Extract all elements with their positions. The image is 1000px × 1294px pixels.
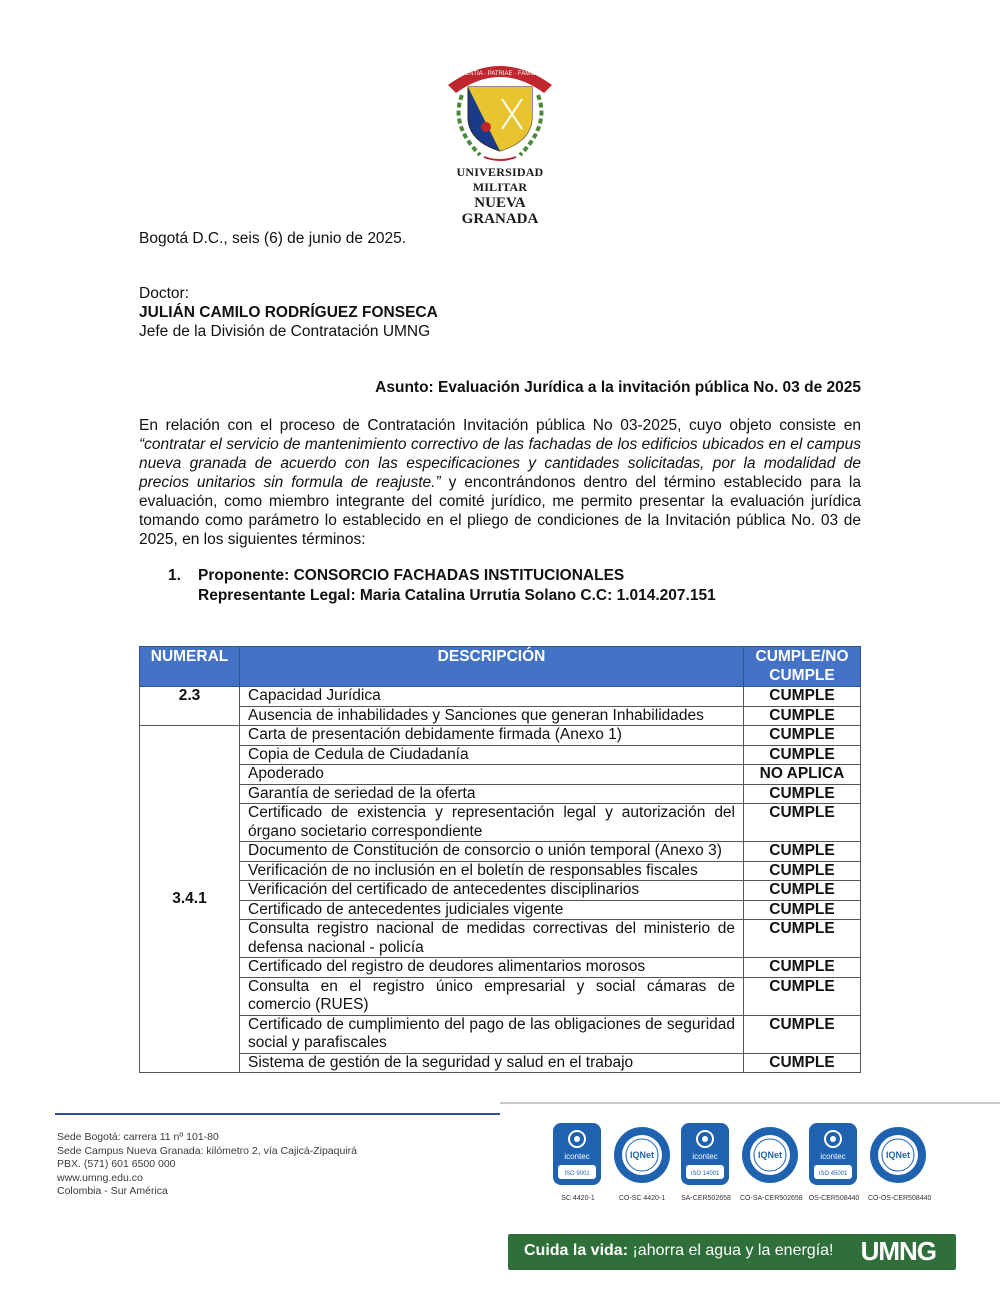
cert-code: OS-CER508440 — [808, 1195, 860, 1202]
table-row — [140, 726, 861, 746]
body-part2: y encontrándonos dentro del término establecido para la evaluación, como miembro integrante del comité jurídico, me permito presentar la evaluación jurídica tomando como parámetro lo establecido en el pliego de condiciones de la Invitación pública No. 03 de 2025, en los siguientes términos: — [139, 474, 861, 548]
table-row — [140, 861, 861, 881]
description-cell: Ausencia de inhabilidades y Sanciones que generan Inhabilidades — [240, 706, 744, 726]
legal-representative: Representante Legal: Maria Catalina Urrutia Solano C.C: 1.014.207.151 — [198, 587, 716, 604]
table-row — [140, 765, 861, 785]
banner-message — [524, 1242, 834, 1260]
footer-address-line: Sede Bogotá: carrera 11 nº 101-80 — [57, 1131, 219, 1143]
logo-text-line2: NUEVA GRANADA — [461, 195, 539, 227]
certification-logos — [548, 1121, 948, 1211]
result-cell: CUMPLE — [744, 977, 861, 1015]
description-cell: Verificación del certificado de antecedentes disciplinarios — [240, 881, 744, 901]
footer-address — [57, 1131, 357, 1199]
table-row — [140, 842, 861, 862]
cert-code: CO-SA-CER502658 — [740, 1195, 803, 1202]
table-row — [140, 958, 861, 978]
result-cell: CUMPLE — [744, 706, 861, 726]
result-cell: CUMPLE — [744, 881, 861, 901]
result-cell: CUMPLE — [744, 958, 861, 978]
description-cell: Documento de Constitución de consorcio o unión temporal (Anexo 3) — [240, 842, 744, 862]
proponent-block — [168, 566, 716, 606]
description-cell: Carta de presentación debidamente firmada (Anexo 1) — [240, 726, 744, 746]
footer-website: www.umng.edu.co — [57, 1171, 143, 1184]
result-cell: CUMPLE — [744, 745, 861, 765]
recipient-position: Jefe de la División de Contratación UMNG — [139, 323, 431, 340]
banner-message-bold: Cuida la vida: — [524, 1242, 629, 1259]
iqnet-certification-badge — [740, 1121, 803, 1202]
logo-text-line1: UNIVERSIDAD MILITAR — [456, 165, 544, 194]
result-cell: CUMPLE — [744, 861, 861, 881]
umng-logo: UMNG — [860, 1236, 936, 1266]
table-body — [140, 687, 861, 1073]
university-logo — [440, 55, 560, 227]
cert-brand: icontec — [692, 1152, 718, 1161]
icontec-icon — [548, 1121, 608, 1187]
cert-standard: ISO 45001 — [818, 1171, 848, 1177]
footer-divider-right — [500, 1102, 1000, 1104]
description-cell: Certificado de cumplimiento del pago de las obligaciones de seguridad social y parafiscales — [240, 1015, 744, 1053]
table-row — [140, 881, 861, 901]
university-crest-icon — [440, 55, 560, 163]
table-row — [140, 920, 861, 958]
recipient-name: JULIÁN CAMILO RODRÍGUEZ FONSECA — [139, 304, 438, 321]
evaluation-table — [139, 646, 861, 1073]
result-cell: CUMPLE — [744, 1015, 861, 1053]
iqnet-certification-badge — [868, 1121, 932, 1202]
result-cell: CUMPLE — [744, 687, 861, 707]
table-row — [140, 977, 861, 1015]
description-cell: Copia de Cedula de Ciudadanía — [240, 745, 744, 765]
cert-standard: ISO 9001 — [564, 1171, 590, 1177]
iqnet-icon — [612, 1121, 672, 1187]
result-cell: CUMPLE — [744, 1053, 861, 1073]
svg-text:SCIENTIA · PATRIAE · FAMILIAE: SCIENTIA · PATRIAE · FAMILIAE — [455, 71, 545, 77]
icontec-icon — [676, 1121, 736, 1187]
table-row — [140, 784, 861, 804]
table-row — [140, 745, 861, 765]
proponent-name: Proponente: CONSORCIO FACHADAS INSTITUCIONALES — [198, 567, 625, 584]
recipient-block — [139, 284, 438, 341]
description-cell: Sistema de gestión de la seguridad y salud en el trabajo — [240, 1053, 744, 1073]
header-description: DESCRIPCIÓN — [240, 647, 744, 687]
table-row — [140, 1053, 861, 1073]
cert-brand: IQNet — [885, 1150, 911, 1160]
body-paragraph — [139, 416, 861, 549]
result-cell: NO APLICA — [744, 765, 861, 785]
iqnet-icon — [740, 1121, 800, 1187]
cert-brand: icontec — [820, 1152, 846, 1161]
cert-code: SC 4420-1 — [561, 1195, 595, 1202]
table-row — [140, 1015, 861, 1053]
cert-brand: IQNet — [629, 1150, 655, 1160]
result-cell: CUMPLE — [744, 842, 861, 862]
footer-address-line: Colombia - Sur América — [57, 1185, 168, 1197]
body-quote: “contratar el servicio de mantenimiento correctivo de las fachadas de los edificios ubicados en el campus nueva granada de acuerdo con las especificaciones y cantidades solicitadas, por la modalidad de precios unitarios sin formula de reajuste.” — [139, 436, 861, 491]
banner-message-rest: ¡ahorra el agua y la energía! — [628, 1242, 834, 1259]
cert-code: SA-CER502658 — [681, 1195, 731, 1202]
icontec-certification-badge — [804, 1121, 864, 1202]
cert-code: CO-OS-CER508440 — [868, 1195, 932, 1202]
letter-subject: Asunto: Evaluación Jurídica a la invitación pública No. 03 de 2025 — [375, 379, 861, 396]
icontec-certification-badge — [548, 1121, 608, 1202]
table-header-row — [140, 647, 861, 687]
cert-code: CO-SC 4420-1 — [618, 1195, 666, 1202]
iqnet-icon — [868, 1121, 928, 1187]
footer-divider — [55, 1113, 500, 1115]
result-cell: CUMPLE — [744, 804, 861, 842]
icontec-certification-badge — [676, 1121, 736, 1202]
table-row — [140, 687, 861, 707]
description-cell: Consulta en el registro único empresarial y social cámaras de comercio (RUES) — [240, 977, 744, 1015]
environment-banner — [508, 1234, 956, 1270]
description-cell: Capacidad Jurídica — [240, 687, 744, 707]
header-result: CUMPLE/NO CUMPLE — [744, 647, 861, 687]
table-row — [140, 804, 861, 842]
result-cell: CUMPLE — [744, 726, 861, 746]
description-cell: Garantía de seriedad de la oferta — [240, 784, 744, 804]
body-part1: En relación con el proceso de Contratación Invitación pública No 03-2025, cuyo objeto consiste en — [139, 417, 861, 434]
description-cell: Certificado del registro de deudores alimentarios morosos — [240, 958, 744, 978]
table-row — [140, 900, 861, 920]
icontec-icon — [804, 1121, 864, 1187]
result-cell: CUMPLE — [744, 784, 861, 804]
cert-brand: IQNet — [757, 1150, 783, 1160]
table-row — [140, 706, 861, 726]
header-numeral: NUMERAL — [140, 647, 240, 687]
description-cell: Apoderado — [240, 765, 744, 785]
cert-brand: icontec — [564, 1152, 590, 1161]
description-cell: Consulta registro nacional de medidas correctivas del ministerio de defensa nacional - policía — [240, 920, 744, 958]
description-cell: Certificado de antecedentes judiciales vigente — [240, 900, 744, 920]
footer-address-line: Sede Campus Nueva Granada: kilómetro 2, vía Cajicá-Zipaquirá — [57, 1144, 357, 1157]
iqnet-certification-badge — [612, 1121, 672, 1202]
description-cell: Verificación de no inclusión en el boletín de responsables fiscales — [240, 861, 744, 881]
result-cell: CUMPLE — [744, 920, 861, 958]
salutation: Doctor: — [139, 285, 189, 302]
letter-date: Bogotá D.C., seis (6) de junio de 2025. — [139, 230, 407, 247]
numeral-cell: 2.3 — [140, 687, 240, 726]
description-cell: Certificado de existencia y representación legal y autorización del órgano societario correspondiente — [240, 804, 744, 842]
numeral-cell: 3.4.1 — [140, 726, 240, 1073]
result-cell: CUMPLE — [744, 900, 861, 920]
footer-address-line: PBX. (571) 601 6500 000 — [57, 1158, 176, 1170]
cert-standard: ISO 14001 — [690, 1171, 720, 1177]
proponent-number: 1. — [168, 567, 181, 584]
